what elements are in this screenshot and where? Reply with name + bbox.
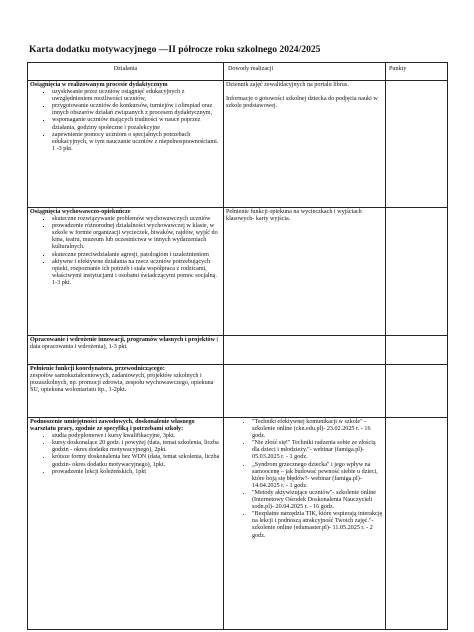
list-item: ▪ zapewnienie pomocy uczniom o specjalnych potrzebach edukacyjnych, w tym nauczanie uczniów z niepełnosprawnościami. 1 -3 pkt. xyxy=(52,132,221,153)
table-row xyxy=(28,418,448,630)
actions-list xyxy=(30,89,221,153)
table-row xyxy=(28,336,448,365)
evidence-text: Informacje o gotowości szkolnej dziecka do podjęcia nauki w szkole podstawowej. xyxy=(226,96,378,110)
table-row xyxy=(28,208,448,336)
actions-cell xyxy=(28,81,224,208)
list-item: • prowadzenie lekcji koleżeńskich, 1pkt xyxy=(52,469,221,476)
points-cell xyxy=(386,365,448,418)
section-text: zespołów samokształceniowych, zadaniowych, projektów szkolnych i pozaszkolnych, np. promocji zdrowia, zespołu wychowawczego, opiekuna SU, opiekuna wolontariatu itp., 1-2pkt. xyxy=(30,373,214,394)
actions-list xyxy=(30,216,221,287)
list-item: • studia podyplomowe i kursy kwalifikacyjne, 3pkt. xyxy=(52,433,221,440)
header-row xyxy=(28,63,448,81)
list-item: • "Bezpłatne narzędzia TIK, które wspierają interakcję na lekcji i podnoszą atrakcyjność Twoich zajęć."- szkolenie online (edumaster.pl)- 11.05.2025 r. - 2 godz. xyxy=(252,511,383,539)
section-title: Podnoszenie umiejętności zawodowych, doskonalenie własnego warsztatu pracy, zgodnie ze specyfiką i potrzebami szkoły: xyxy=(30,419,195,433)
points-cell xyxy=(386,81,448,208)
page-title: Karta dodatku motywacyjnego —II półrocze roku szkolnego 2024/2025 xyxy=(29,44,321,55)
points-cell xyxy=(386,336,448,365)
list-item: ▪ prowadzenie różnorodnej działalności wychowawczej w klasie, w szkole w formie organizacji wycieczek, biwaków, rajdów, wyjść do kina, teatru, muzeum lub uczestnictwa w innych wydarzeniach kulturalnych. xyxy=(52,223,221,251)
list-item: • "Techniki efektywnej komunikacji w szkole" - szkolenie online (ckn.edu.pl)- 23.02.2025 r. - 16 godz. xyxy=(252,419,383,440)
section-title: Opracowanie i wdrożenie innowacji, programów własnych i projektów xyxy=(30,337,215,343)
table-row xyxy=(28,365,448,418)
evidence-cell xyxy=(224,336,386,365)
evidence-list xyxy=(226,419,383,540)
list-item: ▪ aktywne i efektywne działania na rzecz uczniów potrzebujących opieki, rozpoznanie ich potrzeb i stała współpraca z rodzicami, właściwymi instytucjami i osobami świadczącymi pomoc socjalną. 1-3 pkt. xyxy=(52,259,221,287)
list-item: • krótsze formy doskonalenia bez WDN (data, temat szkolenia, liczba godzin- okres dodatku motywacyjnego), 1pkt. xyxy=(52,454,221,468)
list-item: • "Nie złość się!" Techniki radzenia sobie ze złością dla dzieci i młodzieży."- webinar (famiga.pl)- 05.03.2025 r. - 1 godz. xyxy=(252,440,383,461)
evidence-text: Dziennik zajęć zewalidacyjnych na portalu librus. xyxy=(226,82,349,88)
header-evidence: Dowody realizacji xyxy=(224,63,386,81)
list-item: • kursy doskonalące 20 godz. i powyżej (data, temat szkolenia, liczba godzin - okres dodatku motywacyjnego), 2pkt. xyxy=(52,440,221,454)
points-cell xyxy=(386,418,448,630)
list-item: ▪ uzyskiwanie przez uczniów osiągnięć edukacyjnych z uwzględnieniem możliwości uczniów, xyxy=(52,89,221,103)
evidence-cell xyxy=(224,418,386,630)
list-item: ▪ skuteczne przeciwdziałanie agresji, patologiom i uzależnieniom xyxy=(52,252,221,259)
evidence-cell xyxy=(224,81,386,208)
evidence-cell xyxy=(224,365,386,418)
header-points: Punkty xyxy=(386,63,448,81)
list-item: • „Syndrom grzecznego dziecka" i jego wpływ na samoocenę – jak budować pewność siebie u dzieci, które boją się błędów?- webinar (famiga.pl)- 14.04.2025 r. - 1 godz. xyxy=(252,462,383,490)
evidence-cell xyxy=(224,208,386,336)
section-title: Osiągnięcia w realizowanym procesie dydaktycznym xyxy=(30,82,168,88)
table-row xyxy=(28,81,448,208)
header-actions: Działania xyxy=(28,63,224,81)
actions-cell xyxy=(28,418,224,630)
list-item: ▪ wspomaganie uczniów mających trudności w nauce poprzez działania, godziny społeczne i pozalekcyjne xyxy=(52,117,221,131)
section-title: Pełnienie funkcji koordynatora, przewodniczącego: xyxy=(30,366,165,372)
list-item: ▪ przygotowanie uczniów do konkursów, turniejów i olimpiad oraz innych obszarów działań związanych z procesem dydaktycznym, xyxy=(52,103,221,117)
evidence-text: Pełnienie funkcji opiekuna na wycieczkach i wyjściach klasowych- karty wyjścia. xyxy=(226,209,362,223)
actions-cell xyxy=(28,208,224,336)
section-suffix: ( data opracowania i wdrożenia), 1-3 pkt. xyxy=(30,337,219,351)
section-title: Osiągnięcia wychowawczo-opiekuńcze xyxy=(30,209,131,215)
list-item: ▪ skuteczne rozwiązywanie problemów wychowawczych uczniów xyxy=(52,216,221,223)
points-cell xyxy=(386,208,448,336)
actions-cell xyxy=(28,365,224,418)
actions-cell xyxy=(28,336,224,365)
actions-list xyxy=(30,433,221,476)
motivation-table xyxy=(27,62,448,630)
list-item: • "Metody aktywizujące uczniów"- szkolenie online (Internetowy Ośrodek Doskonalenia Nauczycieli sodn.pl)- 20.04.2025 r. - 16 godz. xyxy=(252,490,383,511)
